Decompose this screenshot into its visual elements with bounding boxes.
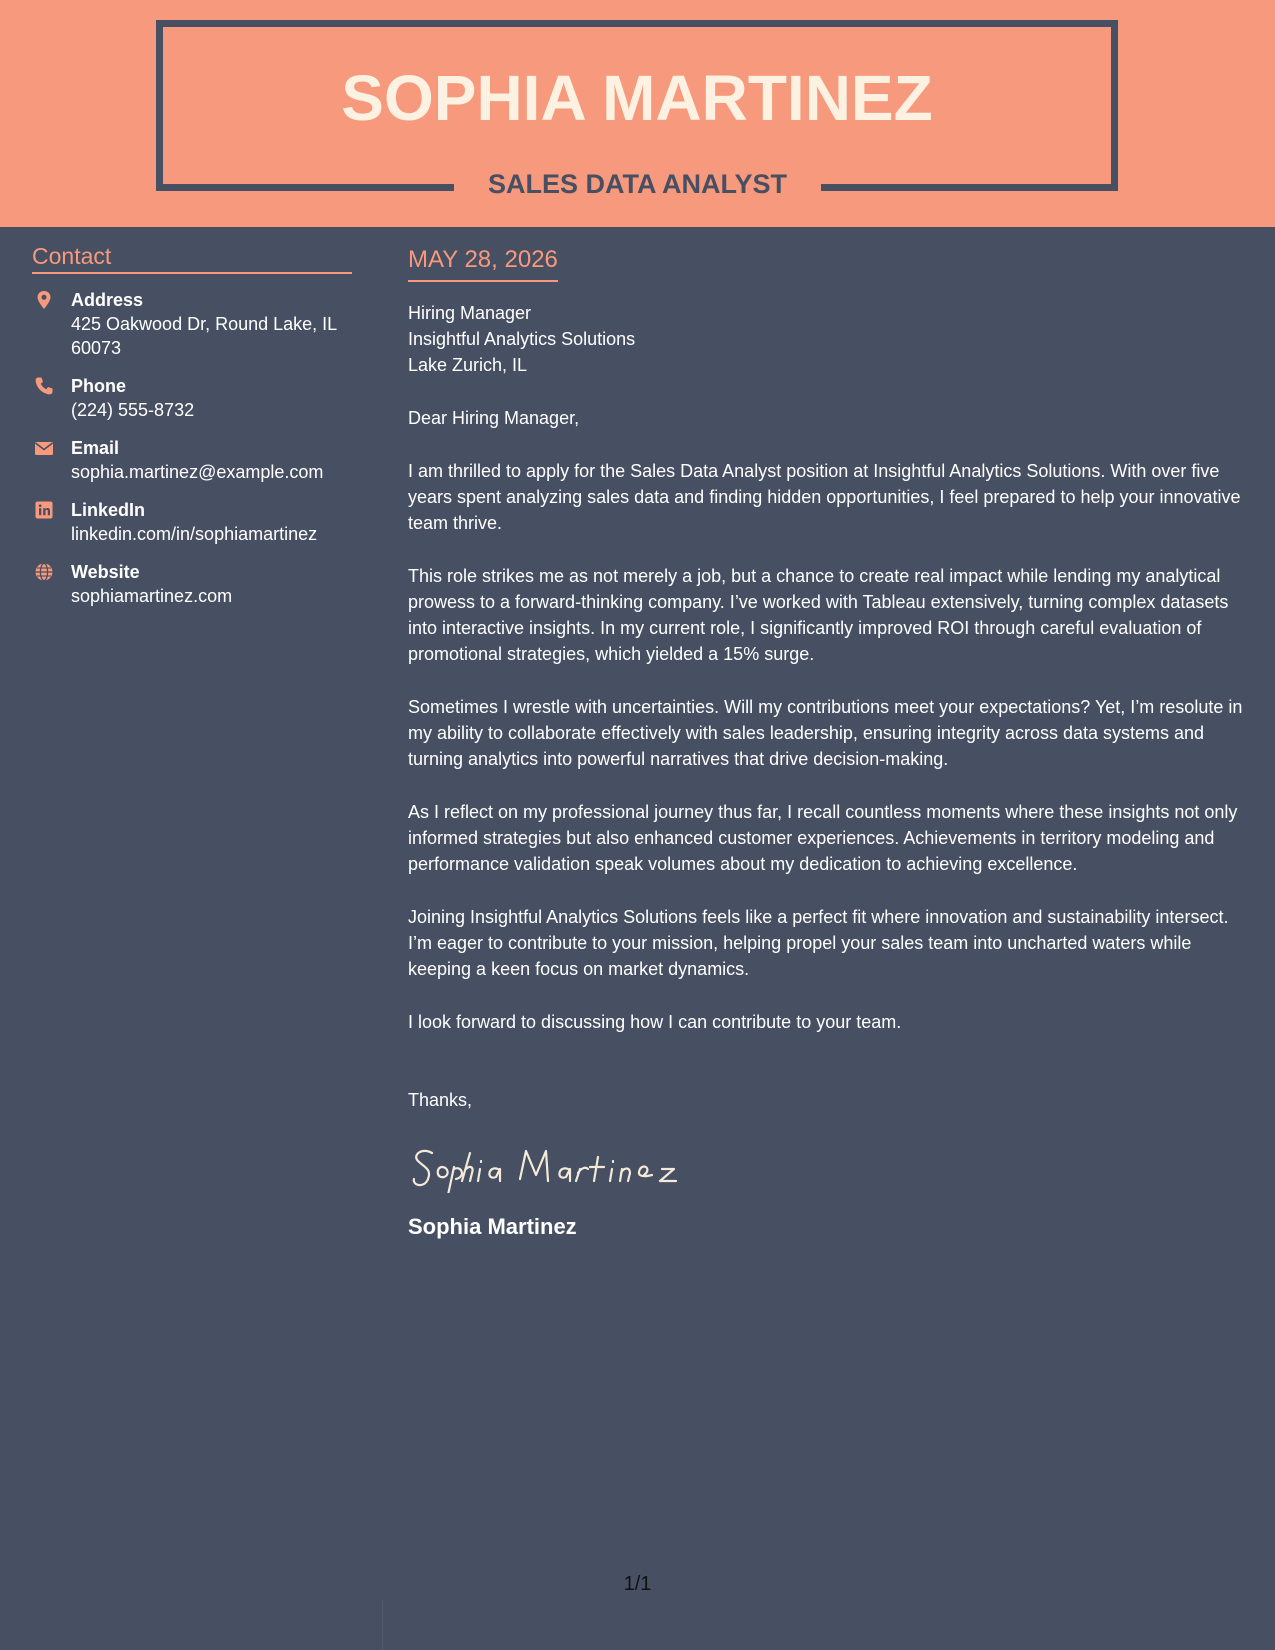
linkedin-label: LinkedIn [71,500,146,520]
linkedin-icon [34,500,54,520]
map-pin-icon [34,290,54,310]
page-number: 1/1 [623,1573,652,1595]
phone-label: Phone [71,376,127,396]
header-banner [0,0,1275,227]
email-value[interactable]: sophia.martinez@example.com [71,462,324,482]
recipient-line: Lake Zurich, IL [408,355,528,375]
phone-icon [34,376,54,396]
signature-image [408,1137,688,1193]
globe-icon [34,562,54,582]
contact-sidebar [32,240,352,608]
contact-item-address [32,288,352,360]
paragraph: Joining Insightful Analytics Solutions feels like a perfect fit where innovation and sustainability intersect. I’m eager to contribute to your mission, helping propel your sales team into uncharted waters while keeping a keen focus on market dynamics. [408,907,1229,979]
contact-heading: Contact [32,240,352,274]
closing: Thanks, [408,1090,473,1110]
paragraph: I look forward to discussing how I can contribute to your team. [408,1012,902,1032]
address-value: 425 Oakwood Dr, Round Lake, IL 60073 [71,314,337,358]
address-label: Address [71,290,144,310]
contact-item-website [32,560,352,608]
frame-border-left [156,20,163,191]
contact-item-phone [32,374,352,422]
website-value[interactable]: sophiamartinez.com [71,586,233,606]
greeting: Dear Hiring Manager, [408,408,580,428]
paragraph: Sometimes I wrestle with uncertainties. Will my contributions meet your expectations? Yet, I’m resolute in my ability to collaborate effectively with sales leadership, ensuring integrity across data systems and turning analytics into powerful narratives that drive decision-making. [408,697,1243,769]
letter-date: MAY 28, 2026 [408,244,558,282]
frame-border-bottom-right [821,184,1118,191]
recipient-block [408,300,1248,378]
recipient-line: Insightful Analytics Solutions [408,329,636,349]
recipient-line: Hiring Manager [408,303,532,323]
footer-divider [382,1600,383,1650]
paragraph: This role strikes me as not merely a job, but a chance to create real impact while lending my analytical prowess to a forward-thinking company. I’ve worked with Tableau extensively, turning complex datasets into interactive insights. In my current role, I significantly improved ROI through careful evaluation of promotional strategies, which yielded a 15% surge. [408,566,1229,664]
contact-item-linkedin [32,498,352,546]
email-label: Email [71,438,120,458]
envelope-icon [34,438,54,458]
frame-border-top [156,20,1118,27]
job-title: SALES DATA ANALYST [487,169,788,199]
paragraph: I am thrilled to apply for the Sales Data Analyst position at Insightful Analytics Solutions. With over five years spent analyzing sales data and finding hidden opportunities, I feel prepared to help your innovative team thrive. [408,461,1241,533]
linkedin-value[interactable]: linkedin.com/in/sophiamartinez [71,524,318,544]
website-label: Website [71,562,140,582]
frame-border-bottom-left [156,184,454,191]
contact-item-email [32,436,352,484]
paragraph: As I reflect on my professional journey thus far, I recall countless moments where these insights not only informed strategies but also enhanced customer experiences. Achievements in territory modeling and performance validation speak volumes about my dedication to achieving excellence. [408,802,1238,874]
phone-value: (224) 555-8732 [71,400,195,420]
letter-body [408,244,1248,1242]
frame-border-right [1111,20,1118,191]
signer-name: Sophia Martinez [408,1214,577,1239]
applicant-name: SOPHIA MARTINEZ [341,62,933,134]
